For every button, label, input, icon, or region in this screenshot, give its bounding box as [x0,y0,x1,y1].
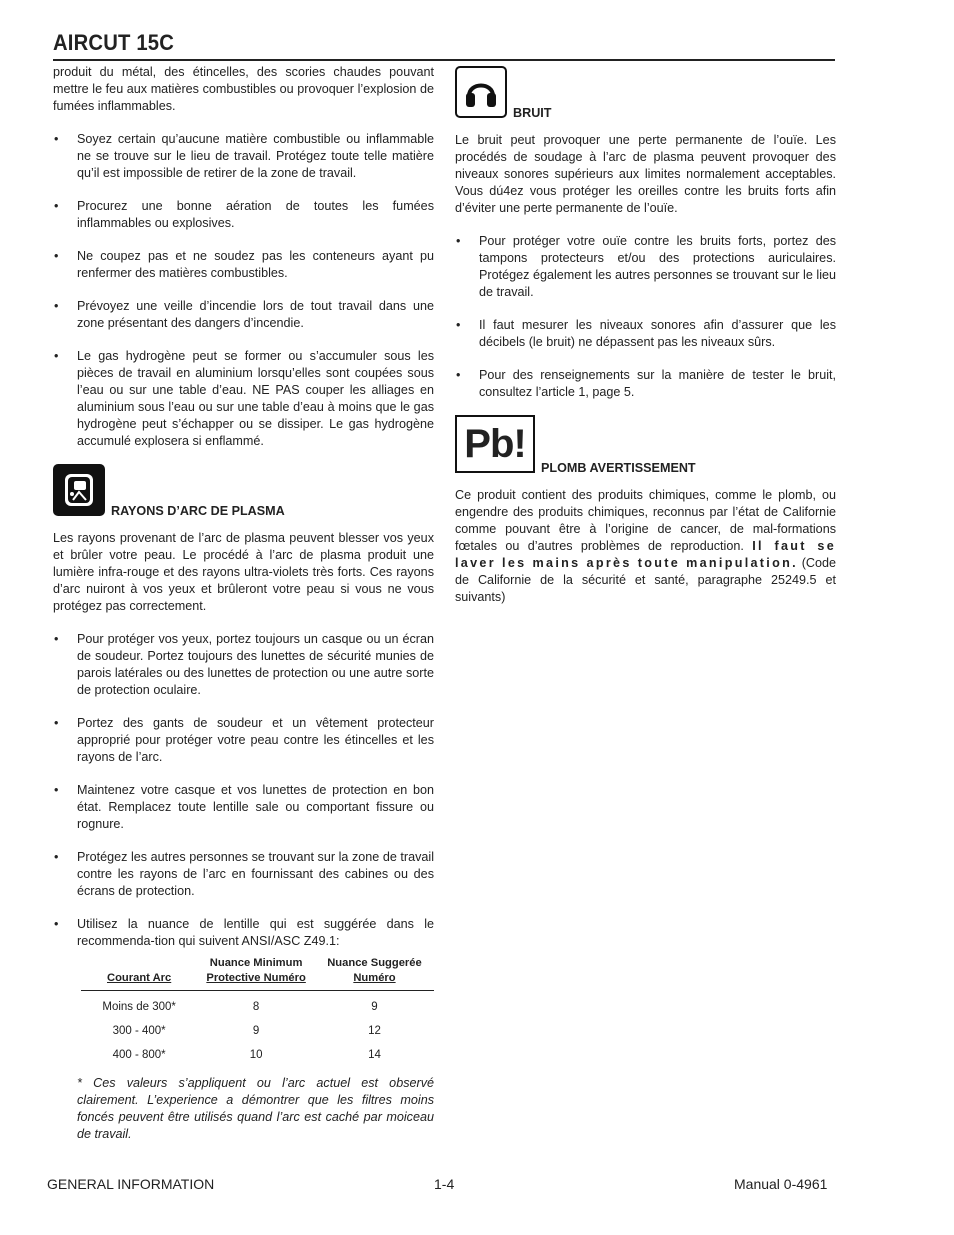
header-rule [53,59,835,61]
col-suggested-header-line2: Numéro [353,972,396,984]
california-code-reference: (Code de Californie de la sécurité et santé, paragraphe 25249.5 et suivants) [455,556,837,604]
fire-bullet: • Prévoyez une veille d’incendie lors de tout travail dans une zone présentant des dangers d’incendie. [53,298,434,332]
arc-bullet: • Utilisez la nuance de lentille qui est suggérée dans le recommenda-tion qui suivent ANSI/ASC Z49.1: [53,916,434,950]
lead-warning-title: PLOMB AVERTISSEMENT [541,461,696,475]
arc-bullet-list [53,631,434,950]
col-suggested-header-line1: Nuance Suggerée [327,957,422,969]
noise-title: BRUIT [513,106,552,120]
document-title: AIRCUT 15C [53,30,175,55]
table-row [81,991,434,1016]
cell-current: Moins de 300* [102,1001,176,1013]
cell-minimum: 10 [249,1049,263,1061]
fire-bullet-list [53,131,434,450]
lead-warning-body: Ce produit contient des produits chimiques, comme le plomb, ou engendre des produits chimiques, reconnus par l’état de Californie comme pouvant être à l’origine de cancer, de mal-formations fœtales ou d’autres problèmes de reproduction. [455,488,836,553]
cell-current: 300 - 400* [112,1025,166,1037]
wash-hands-warning: Il faut se laver les mains après toute manipulation. [455,539,837,570]
noise-heading [455,66,836,118]
arc-bullet: • Pour protéger vos yeux, portez toujours un casque ou un écran de soudeur. Portez toujours des lunettes de sécurité munies de parois latérales ou des lunettes de protection ou une autre sorte de protection oculaire. [53,631,434,699]
table-footnote: * Ces valeurs s’appliquent ou l’arc actuel est observé clairement. L’experience a démontrer que les filtres moins foncés peuvent être utilisés quand l’arc est caché par moiceau de travail. [77,1076,434,1141]
arc-rays-title: RAYONS D’ARC DE PLASMA [111,504,285,518]
fire-bullet: • Le gas hydrogène peut se former ou s’accumuler sous les pièces de travail en aluminium lorsqu’elles sont coupées sous l’eau ou sur une table d’eau. NE PAS couper les alliages en aluminium sous l’eau ou sur une table d’eau à moins que le gas hydrogène peut s’échapper ou se dissiper. Le gas hydrogène accumulé explosera si enflammé. [53,348,434,450]
table-row [81,1015,434,1039]
fire-bullet: • Procurez une bonne aération de toutes les fumées inflammables ou explosives. [53,198,434,232]
footer-page-number: 1-4 [434,1176,455,1192]
right-column [455,64,836,622]
arc-bullet: • Maintenez votre casque et vos lunettes de protection en bon état. Remplacez toute lentille sale ou comportant fissure ou rognure. [53,782,434,833]
noise-bullet: • Il faut mesurer les niveaux sonores afin d’assurer que les décibels (le bruit) ne dépassent pas les niveaux sûrs. [455,317,836,351]
welding-helmet-icon [53,464,105,516]
left-column [53,64,434,1143]
fire-intro-text: produit du métal, des étincelles, des scories chaudes pouvant mettre le feu aux matières combustibles ou provoquer l’explosion de fumées inflammables. [53,65,434,113]
cell-suggested: 9 [371,1001,378,1013]
footer-section-label: GENERAL INFORMATION [47,1176,215,1192]
noise-bullet: • Pour des renseignements sur la manière de tester le bruit, consultez l’article 1, page 5. [455,367,836,401]
lead-warning-heading [455,415,836,473]
fire-bullet: • Ne coupez pas et ne soudez pas les conteneurs ayant pu renfermer des matières combustibles. [53,248,434,282]
noise-bullet: • Pour protéger votre ouïe contre les bruits forts, portez des tampons protecteurs et/ou des protections auriculaires. Protégez également les autres personnes se trouvant sur le lieu de travail. [455,233,836,301]
cell-suggested: 14 [368,1049,381,1061]
arc-rays-heading [53,464,434,516]
cell-suggested: 12 [368,1025,381,1037]
lead-pb-icon: Pb! [455,415,535,473]
col-current-header: Courant Arc [107,972,172,984]
cell-minimum: 9 [252,1025,260,1037]
ear-protection-icon [455,66,507,118]
arc-bullet: • Protégez les autres personnes se trouvant sur la zone de travail contre les rayons de l’arc en fournissant des cabines ou des écrans de protection. [53,849,434,900]
lead-warning-text [455,487,836,606]
cell-current: 400 - 800* [112,1049,166,1061]
arc-intro-text: Les rayons provenant de l’arc de plasma peuvent blesser vos yeux et brûler votre peau. Le procédé à l’arc de plasma produit une lumière infra-rouge et des rayons ultra-violets très forts. Ces rayons d’arc nuiront à vos yeux et brûleront votre peau si vous ne vous protégez pas correctement. [53,531,434,613]
lens-shade-table [81,956,434,1063]
fire-bullet: • Soyez certain qu’aucune matière combustible ou inflammable ne se trouve sur le lieu de travail. Protégez toute telle matière qu’il est impossible de retirer de la zone de travail. [53,131,434,182]
cell-minimum: 8 [252,1001,260,1013]
noise-bullet-list [455,233,836,401]
table-row [81,1039,434,1063]
noise-intro-text: Le bruit peut provoquer une perte permanente de l’ouïe. Les procédés de soudage à l’arc de plasma peuvent provoquer des niveaux sonores supérieurs aux limites normalement acceptables. Vous dú4ez vous protéger les oreilles contre les bruits forts afin d’éviter une perte permanente de l’ouïe. [455,133,836,215]
col-minimum-header-line1: Nuance Minimum [209,957,303,969]
col-minimum-header-line2: Protective Numéro [206,972,306,984]
arc-bullet: • Portez des gants de soudeur et un vêtement protecteur approprié pour protéger votre peau contre les étincelles et les rayons de l’arc. [53,715,434,766]
footer-manual-number: Manual 0-4961 [734,1176,828,1192]
